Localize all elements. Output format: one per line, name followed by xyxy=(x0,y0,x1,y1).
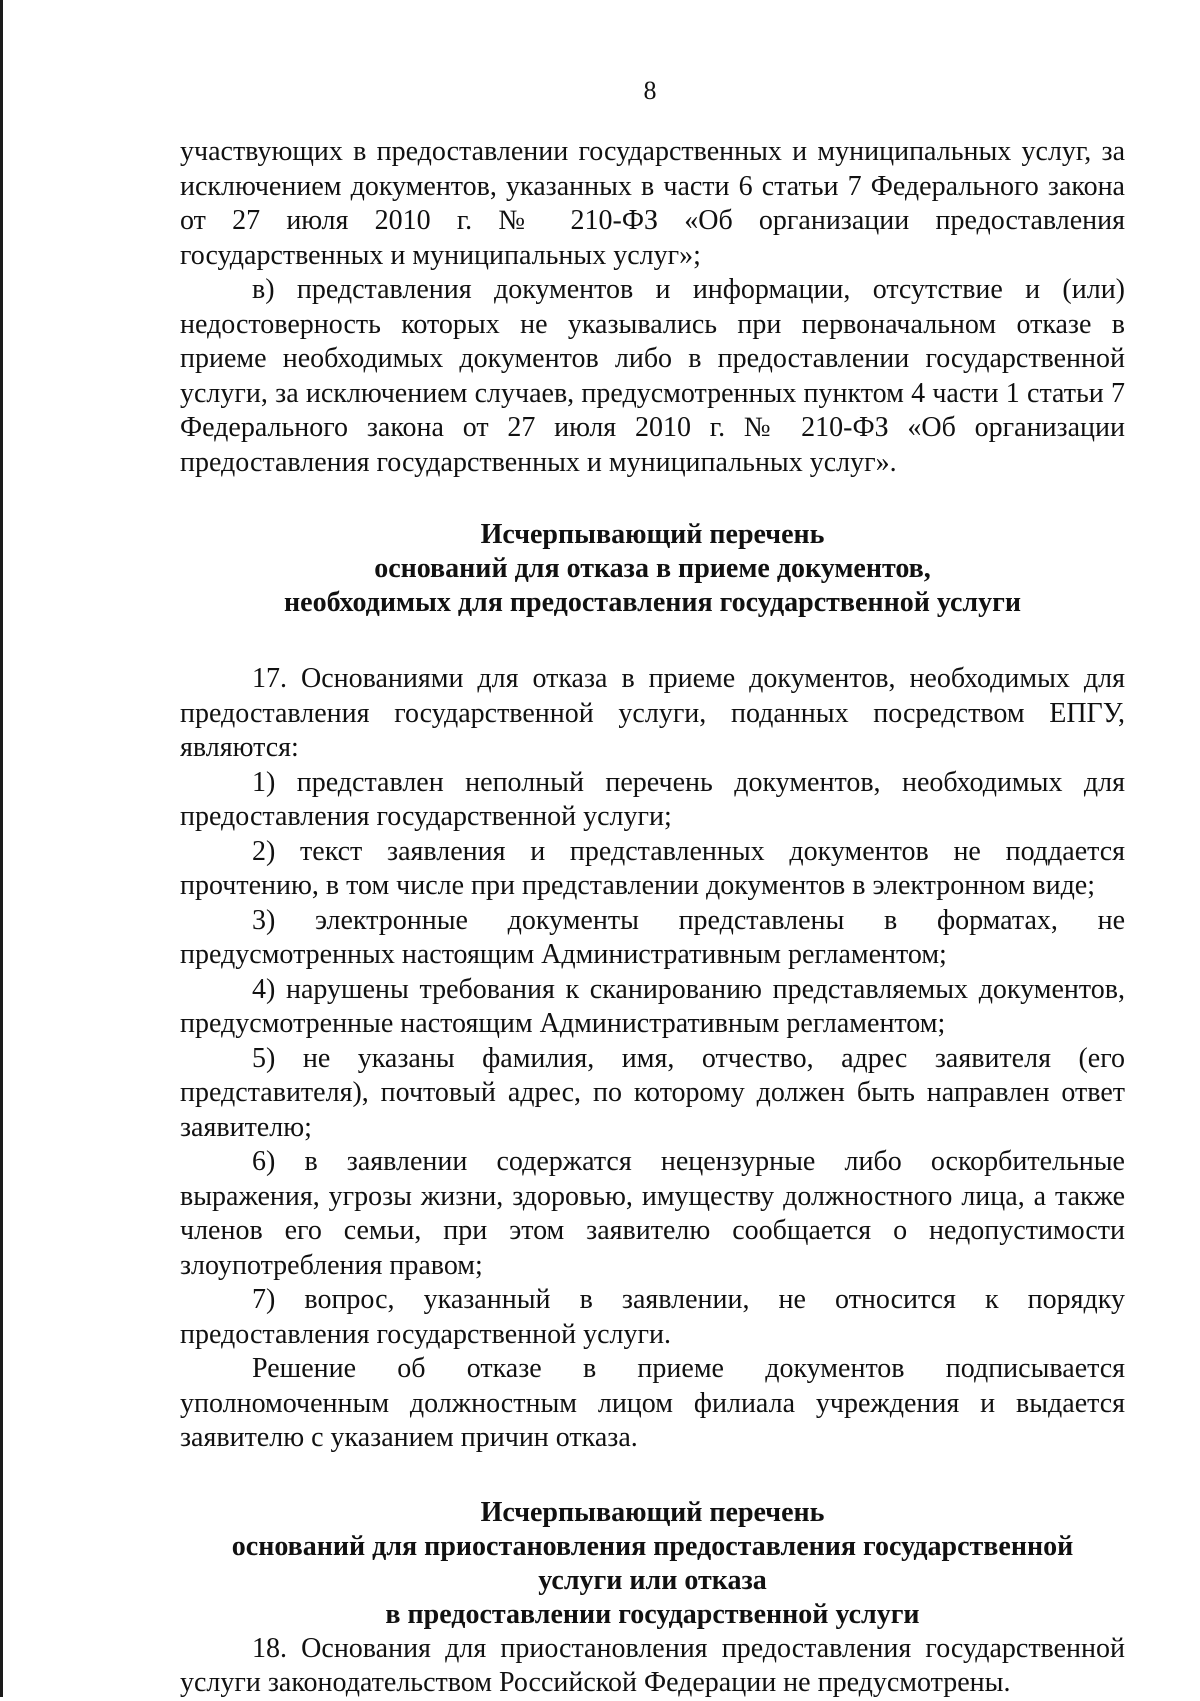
scan-edge xyxy=(0,0,3,1697)
page-number: 8 xyxy=(643,76,657,105)
section-17-intro: 17. Основаниями для отказа в приеме документов, необходимых для предоставления государственной услуги, поданных посредством ЕПГУ, являются: xyxy=(180,663,1125,763)
list-item: 5) не указаны фамилия, имя, отчество, адрес заявителя (его представителя), почтовый адрес, по которому должен быть направлен ответ заявителю; xyxy=(180,1042,1125,1143)
heading-line: оснований для приостановления предоставления государственной xyxy=(231,1530,1074,1562)
list-item: 6) в заявлении содержатся нецензурные либо оскорбительные выражения, угрозы жизни, здоровью, имуществу должностного лица, а также членов его семьи, при этом заявителю сообщается о недопустимости злоупотребления правом; xyxy=(180,1146,1125,1281)
paragraph-item-v: в) представления документов и информации, отсутствие и (или) недостоверность которых не указывались при первоначальном отказе в приеме необходимых документов либо в предоставлении государственной услуги, за исключением случаев, предусмотренных пунктом 4 части 1 статьи 7 Федерального закона от 27 июля 2010 г. № 210-ФЗ «Об организации предоставления государственных и муниципальных услуг». xyxy=(180,274,1125,478)
section-heading-refusal-grounds xyxy=(180,518,1125,620)
section-heading-suspension-grounds xyxy=(180,1496,1125,1632)
heading-line: Исчерпывающий перечень xyxy=(480,1496,825,1528)
list-item: 7) вопрос, указанный в заявлении, не относится к порядку предоставления государственной услуги. xyxy=(180,1284,1125,1350)
section-17-decision: Решение об отказе в приеме документов подписывается уполномоченным должностным лицом филиала учреждения и выдается заявителю с указанием причин отказа. xyxy=(180,1353,1125,1453)
section-18-text: 18. Основания для приостановления предоставления государственной услуги законодательством Российской Федерации не предусмотрены. xyxy=(180,1632,1125,1698)
heading-line: оснований для отказа в приеме документов, xyxy=(374,553,931,584)
list-item: 2) текст заявления и представленных документов не поддается прочтению, в том числе при представлении документов в электронном виде; xyxy=(180,835,1125,901)
heading-line: услуги или отказа xyxy=(538,1564,767,1596)
heading-line: необходимых для предоставления государственной услуги xyxy=(284,587,1021,618)
list-item: 3) электронные документы представлены в форматах, не предусмотренных настоящим Административным регламентом; xyxy=(180,904,1125,970)
heading-line: в предоставлении государственной услуги xyxy=(385,1598,920,1630)
heading-line: Исчерпывающий перечень xyxy=(480,519,825,550)
document-body xyxy=(180,135,1125,1701)
list-item: 1) представлен неполный перечень документов, необходимых для предоставления государственной услуги; xyxy=(180,766,1125,832)
paragraph-continuation: участвующих в предоставлении государственных и муниципальных услуг, за исключением документов, указанных в части 6 статьи 7 Федерального закона от 27 июля 2010 г. № 210-ФЗ «Об организации предоставления государственных и муниципальных услуг»; xyxy=(180,136,1125,271)
list-item: 4) нарушены требования к сканированию представляемых документов, предусмотренные настоящим Административным регламентом; xyxy=(180,973,1125,1039)
